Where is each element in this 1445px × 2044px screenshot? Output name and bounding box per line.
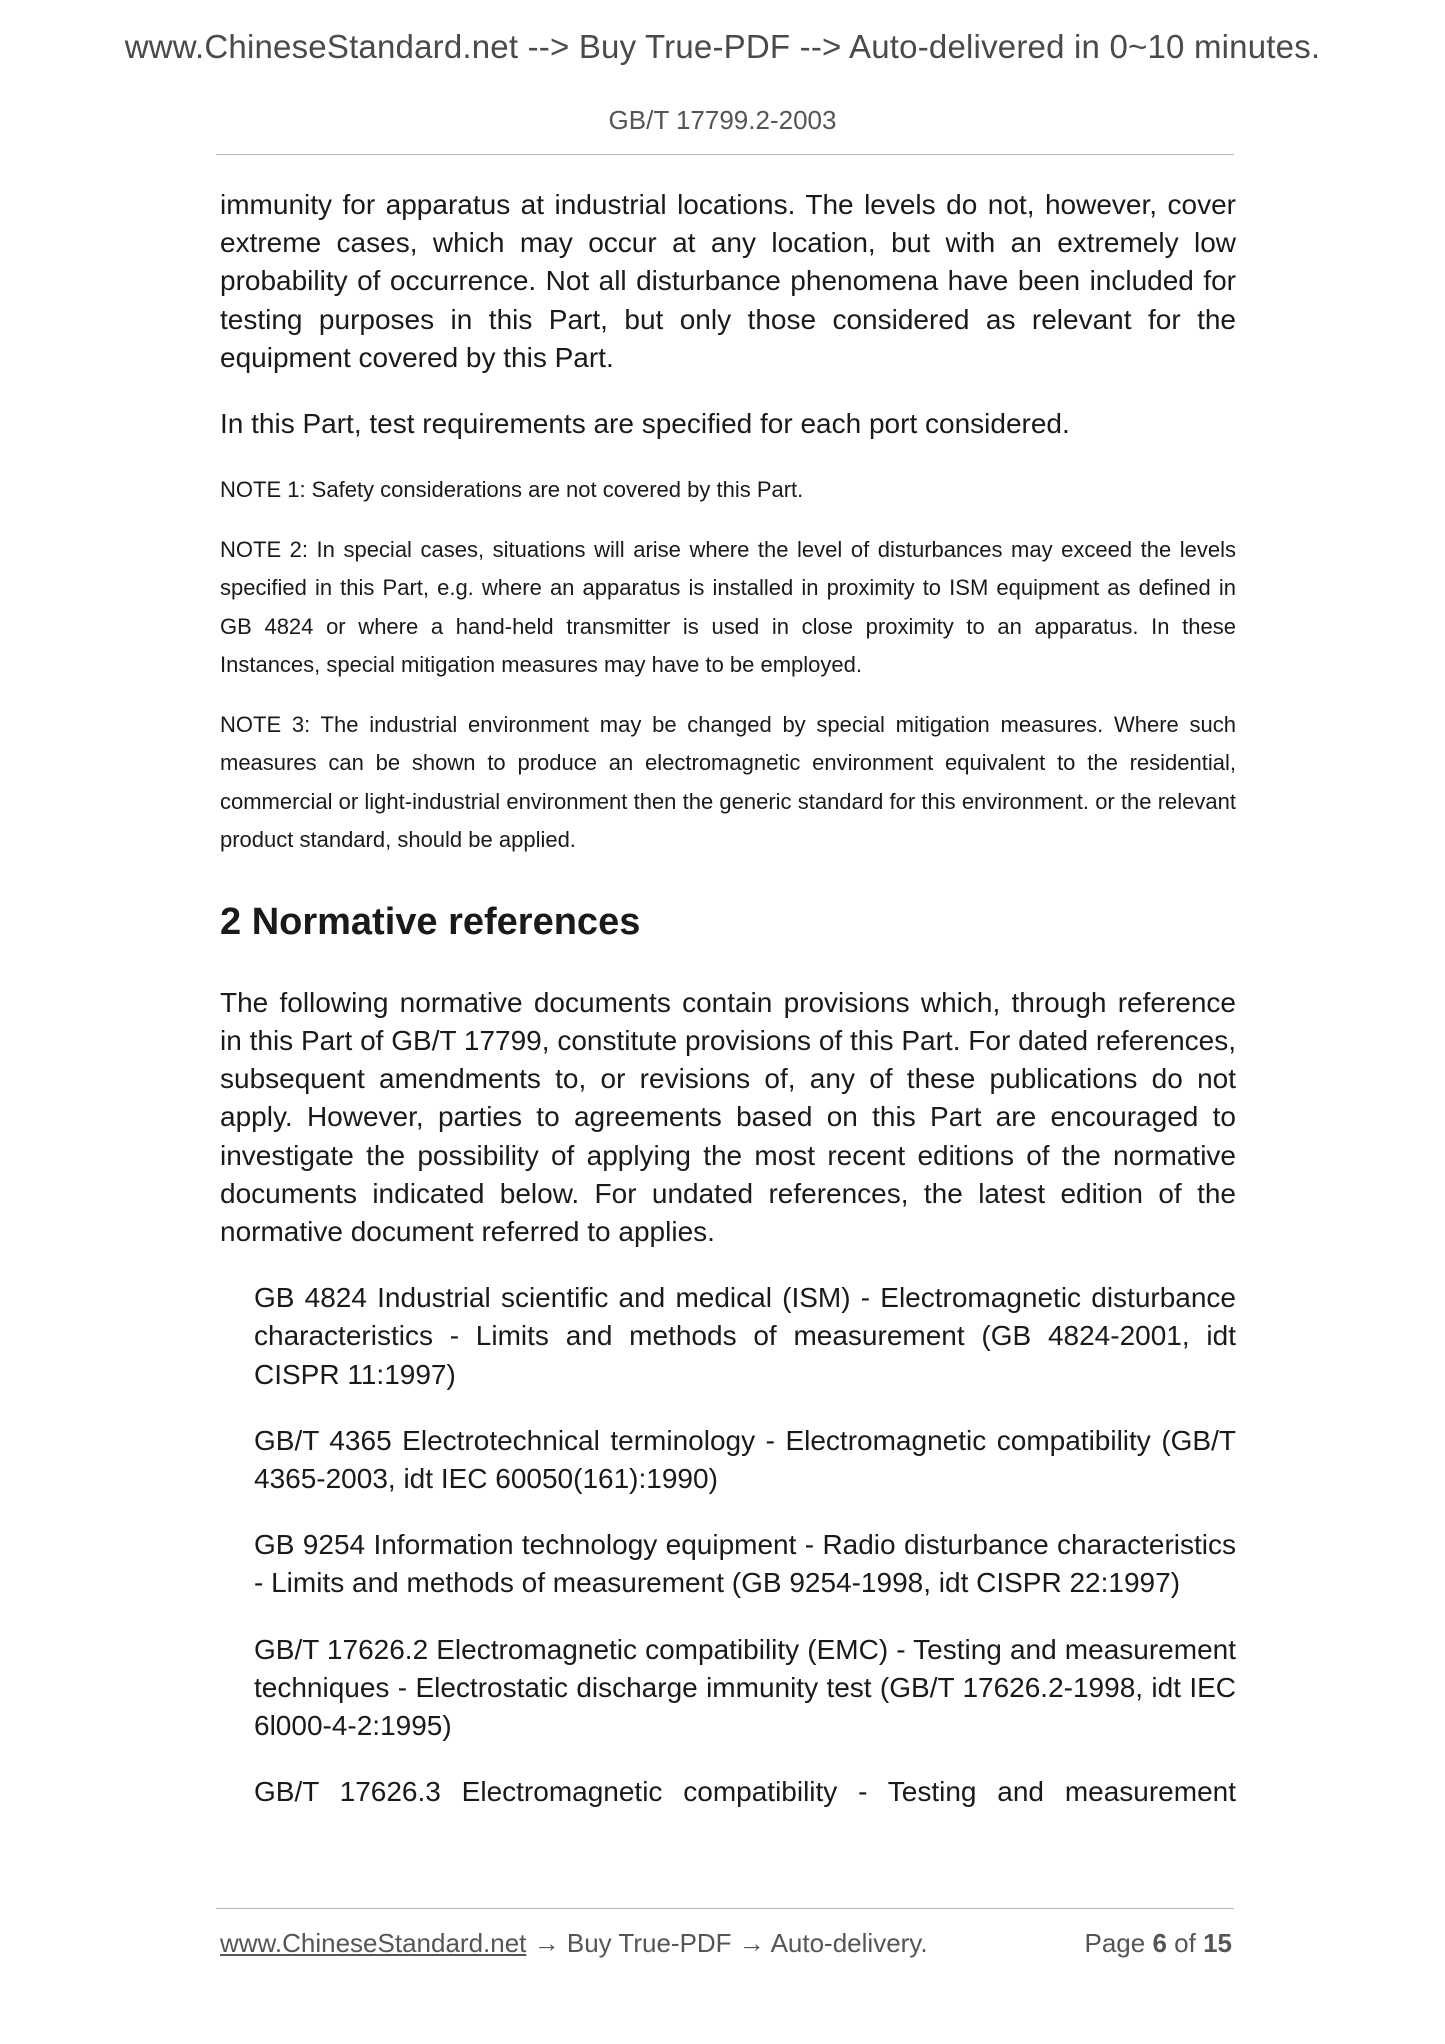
note-3: NOTE 3: The industrial environment may be changed by special mitigation measures. Where such measures can be shown to produce an electromagnetic environment equivalent to the residential, commercial or light-industrial environment then the generic standard for this environment. or the relevant product standard, should be applied. <box>220 711 1236 853</box>
page-total: 15 <box>1203 1928 1232 1958</box>
page-label: Page <box>1084 1928 1146 1958</box>
reference-item: GB 9254 Information technology equipment - Radio disturbance characteristics - Limits and methods of measurement (GB 9254-1998, idt CISPR 22:1997) <box>254 1529 1236 1599</box>
top-banner: www.ChineseStandard.net --> Buy True-PDF --> Auto-delivered in 0~10 minutes. <box>124 28 1321 65</box>
page-of: of <box>1174 1928 1196 1958</box>
section-heading-normative-references: 2 Normative references <box>220 900 641 943</box>
reference-item: GB/T 17626.2 Electromagnetic compatibility (EMC) - Testing and measurement techniques - Electrostatic discharge immunity test (GB/T 17626.2-1998, idt IEC 6l000-4-2:1995) <box>254 1633 1236 1741</box>
reference-item: GB/T 17626.3 Electromagnetic compatibility - Testing and measurement <box>254 1776 1236 1808</box>
page-footer <box>220 1928 1232 1959</box>
paragraph-scope-continued: immunity for apparatus at industrial locations. The levels do not, however, cover extreme cases, which may occur at any location, but with an extremely low probability of occurrence. Not all disturbance phenomena have been included for testing purposes in this Part, but only those considered as relevant for the equipment covered by this Part. <box>220 189 1236 373</box>
document-code: GB/T 17799.2-2003 <box>608 105 837 135</box>
page-number <box>1084 1928 1232 1959</box>
footer-site-link[interactable]: www.ChineseStandard.net <box>220 1928 527 1958</box>
page-current: 6 <box>1152 1928 1167 1958</box>
footer-divider <box>216 1908 1234 1909</box>
section-intro: The following normative documents contain provisions which, through reference in this Part of GB/T 17799, constitute provisions of this Part. For dated references, subsequent amendments to, or revisions of, any of these publications do not apply. However, parties to agreements based on this Part are encouraged to investigate the possibility of applying the most recent editions of the normative documents indicated below. For undated references, the latest edition of the normative document referred to applies. <box>220 986 1236 1247</box>
note-1: NOTE 1: Safety considerations are not covered by this Part. <box>220 477 804 503</box>
page-content <box>220 186 1236 1839</box>
header-divider <box>216 154 1234 155</box>
reference-item: GB/T 4365 Electrotechnical terminology - Electromagnetic compatibility (GB/T 4365-2003, idt IEC 60050(161):1990) <box>254 1424 1236 1494</box>
note-2: NOTE 2: In special cases, situations will arise where the level of disturbances may exceed the levels specified in this Part, e.g. where an apparatus is installed in proximity to ISM equipment as defined in GB 4824 or where a hand-held transmitter is used in close proximity to an apparatus. In these Instances, special mitigation measures may have to be employed. <box>220 536 1236 678</box>
reference-item: GB 4824 Industrial scientific and medical (ISM) - Electromagnetic disturbance characteristics - Limits and methods of measurement (GB 4824-2001, idt CISPR 11:1997) <box>254 1282 1236 1390</box>
paragraph-test-requirements: In this Part, test requirements are specified for each port considered. <box>220 408 1070 440</box>
footer-tagline: → Buy True-PDF → Auto-delivery. <box>526 1928 928 1958</box>
